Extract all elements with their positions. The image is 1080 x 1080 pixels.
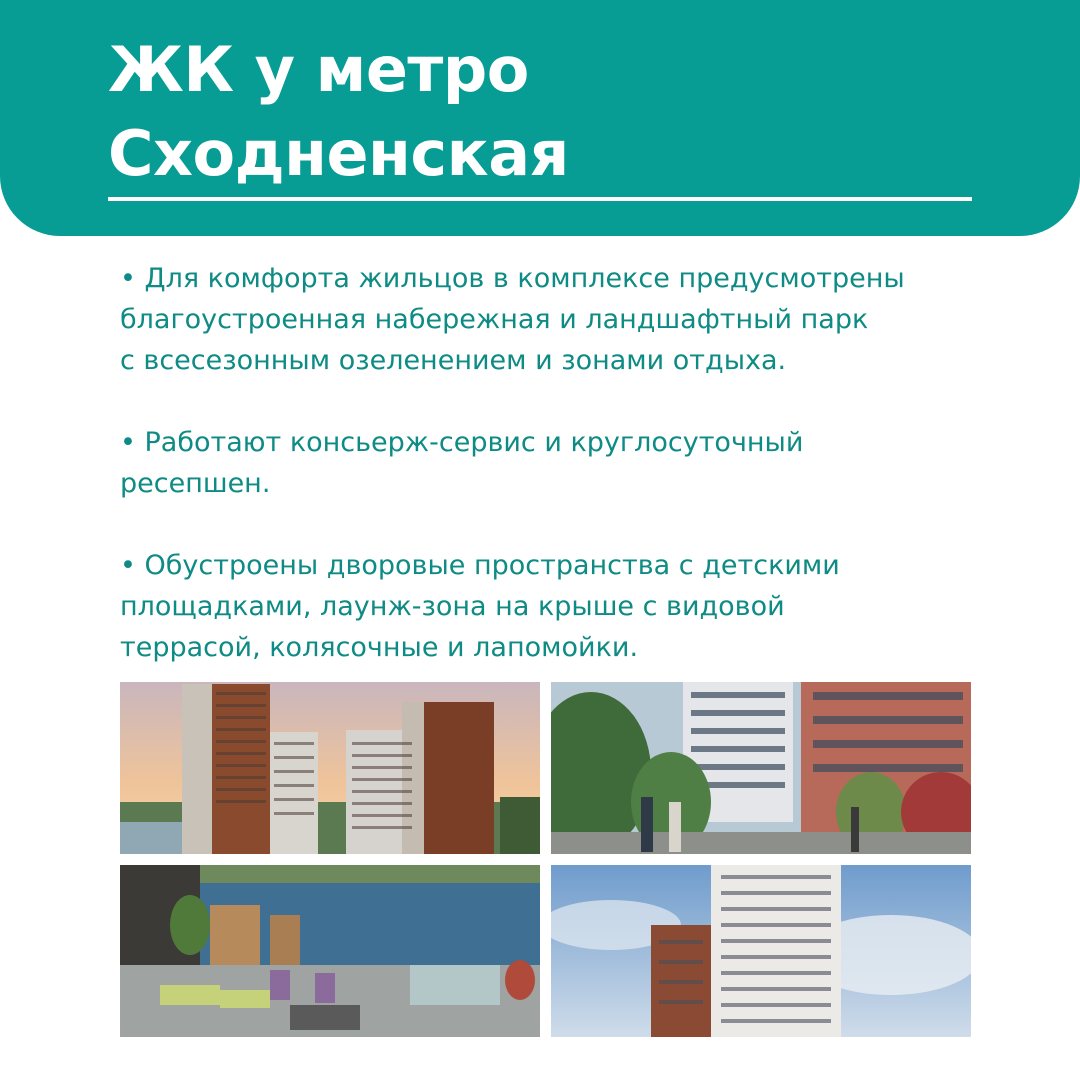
features-list: [120, 258, 1000, 709]
feature-line: • Обустроены дворовые пространства с детскими: [120, 550, 840, 581]
feature-item-concierge: [120, 422, 1000, 504]
feature-item-amenities: [120, 258, 1000, 381]
title-underline: [108, 197, 972, 201]
feature-line: с всесезонным озеленением и зонами отдыха.: [120, 345, 787, 376]
photo-towers-sunset: [120, 682, 540, 854]
title-line-2: Сходненская: [108, 117, 569, 190]
title-line-1: ЖК у метро: [108, 33, 529, 106]
feature-line: благоустроенная набережная и ландшафтный парк: [120, 304, 869, 335]
feature-line: • Для комфорта жильцов в комплексе предусмотрены: [120, 263, 905, 294]
feature-line: террасой, колясочные и лапомойки.: [120, 632, 639, 663]
feature-line: ресепшен.: [120, 468, 271, 499]
photo-rooftop-terrace: [120, 865, 540, 1037]
feature-item-courtyards: [120, 545, 1000, 668]
page-title: [108, 28, 988, 196]
feature-line: площадками, лаунж-зона на крыше с видовой: [120, 591, 785, 622]
feature-line: • Работают консьерж-сервис и круглосуточный: [120, 427, 804, 458]
header-banner: [0, 0, 1080, 236]
photo-courtyard: [551, 682, 971, 854]
photo-tower-sky: [551, 865, 971, 1037]
